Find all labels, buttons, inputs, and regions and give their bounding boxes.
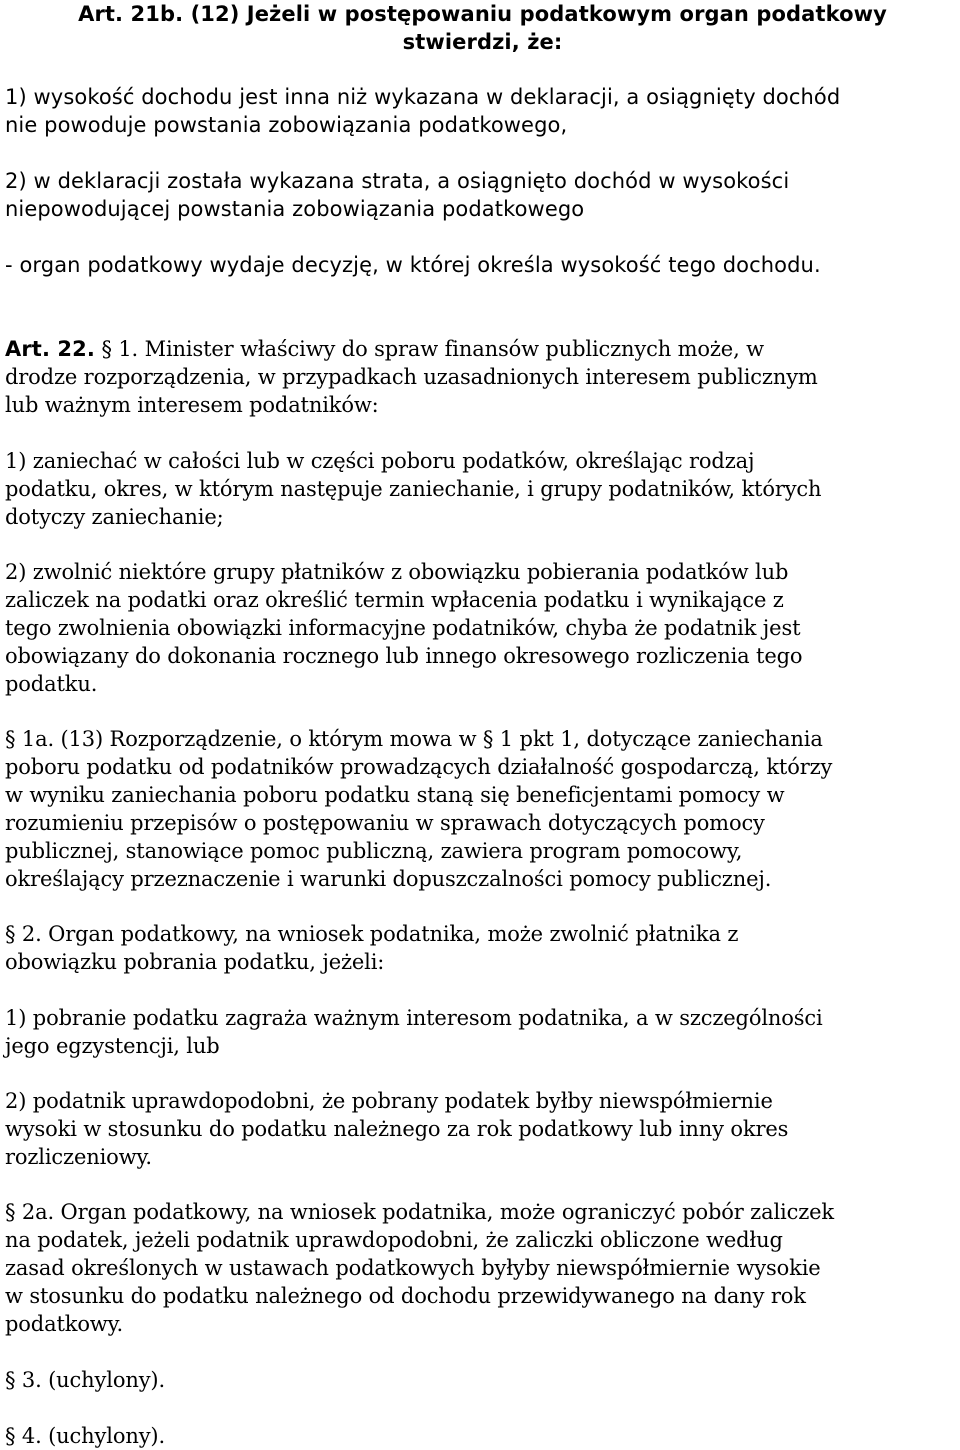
text-line: podatku, okres, w którym następuje zaniechanie, i grupy podatników, których bbox=[5, 477, 822, 501]
art-22-p1-item-1 bbox=[5, 447, 960, 531]
art-21b-item-2 bbox=[5, 167, 960, 223]
heading-line: stwierdzi, że: bbox=[402, 30, 563, 54]
text-line: rozumieniu przepisów o postępowaniu w sprawach dotyczących pomocy bbox=[5, 811, 765, 835]
text-line: § 2. Organ podatkowy, na wniosek podatnika, może zwolnić płatnika z bbox=[5, 922, 739, 946]
art-22-p2-item-2 bbox=[5, 1087, 960, 1171]
text-line bbox=[5, 335, 960, 363]
text-line: poboru podatku od podatników prowadzących działalność gospodarczą, którzy bbox=[5, 755, 833, 779]
text-line: § 3. (uchylony). bbox=[5, 1368, 165, 1392]
text-line: zasad określonych w ustawach podatkowych byłyby niewspółmiernie wysokie bbox=[5, 1256, 821, 1280]
text-line: niepowodującej powstania zobowiązania podatkowego bbox=[5, 197, 585, 221]
art-21b-item-1 bbox=[5, 83, 960, 139]
heading-line: Art. 21b. (12) Jeżeli w postępowaniu podatkowym organ podatkowy bbox=[78, 2, 887, 26]
text-line: publicznej, stanowiące pomoc publiczną, zawiera program pomocowy, bbox=[5, 839, 743, 863]
text-line: w wyniku zaniechania poboru podatku staną się beneficjentami pomocy w bbox=[5, 783, 785, 807]
text-line: § 4. (uchylony). bbox=[5, 1424, 165, 1448]
text-line: 1) pobranie podatku zagraża ważnym interesom podatnika, a w szczególności bbox=[5, 1006, 823, 1030]
art-22-paragraph-4 bbox=[5, 1422, 960, 1450]
text-line: wysoki w stosunku do podatku należnego za rok podatkowy lub inny okres bbox=[5, 1117, 789, 1141]
text-line: obowiązany do dokonania rocznego lub innego okresowego rozliczenia tego bbox=[5, 644, 803, 668]
text-line: tego zwolnienia obowiązki informacyjne podatników, chyba że podatnik jest bbox=[5, 616, 801, 640]
text-line: dotyczy zaniechanie; bbox=[5, 505, 224, 529]
text-line: 2) zwolnić niektóre grupy płatników z obowiązku pobierania podatków lub bbox=[5, 560, 789, 584]
text-line: jego egzystencji, lub bbox=[5, 1034, 220, 1058]
art-21b-conclusion bbox=[5, 251, 960, 279]
art-22-paragraph-2a bbox=[5, 1198, 960, 1338]
art-21b-heading bbox=[5, 0, 960, 56]
text-line: zaliczek na podatki oraz określić termin wpłacenia podatku i wynikające z bbox=[5, 588, 784, 612]
text-line: podatku. bbox=[5, 672, 98, 696]
text-line: 1) zaniechać w całości lub w części poboru podatków, określając rodzaj bbox=[5, 449, 755, 473]
text-line: § 2a. Organ podatkowy, na wniosek podatnika, może ograniczyć pobór zaliczek bbox=[5, 1200, 834, 1224]
text-line: na podatek, jeżeli podatnik uprawdopodobni, że zaliczki obliczone według bbox=[5, 1228, 783, 1252]
text-line: - organ podatkowy wydaje decyzję, w której określa wysokość tego dochodu. bbox=[5, 253, 821, 277]
paragraph-intro: § 1. Minister właściwy do spraw finansów publicznych może, w bbox=[101, 337, 764, 361]
text-line: nie powoduje powstania zobowiązania podatkowego, bbox=[5, 113, 568, 137]
art-22-paragraph-1a bbox=[5, 725, 960, 893]
text-line: 2) podatnik uprawdopodobni, że pobrany podatek byłby niewspółmiernie bbox=[5, 1089, 773, 1113]
text-line: drodze rozporządzenia, w przypadkach uzasadnionych interesem publicznym bbox=[5, 365, 818, 389]
text-line: lub ważnym interesem podatników: bbox=[5, 393, 379, 417]
text-line: określający przeznaczenie i warunki dopuszczalności pomocy publicznej. bbox=[5, 867, 772, 891]
text-line: rozliczeniowy. bbox=[5, 1145, 152, 1169]
text-line: § 1a. (13) Rozporządzenie, o którym mowa w § 1 pkt 1, dotyczące zaniechania bbox=[5, 727, 823, 751]
art-22-paragraph-2 bbox=[5, 920, 960, 976]
art-22-paragraph-1 bbox=[5, 335, 960, 419]
art-22-p2-item-1 bbox=[5, 1004, 960, 1060]
text-line: w stosunku do podatku należnego od dochodu przewidywanego na dany rok bbox=[5, 1284, 806, 1308]
art-22-paragraph-3 bbox=[5, 1366, 960, 1394]
text-line: obowiązku pobrania podatku, jeżeli: bbox=[5, 950, 385, 974]
art-22-p1-item-2 bbox=[5, 558, 960, 698]
text-line: 2) w deklaracji została wykazana strata, a osiągnięto dochód w wysokości bbox=[5, 169, 790, 193]
text-line: podatkowy. bbox=[5, 1312, 124, 1336]
text-line: 1) wysokość dochodu jest inna niż wykazana w deklaracji, a osiągnięty dochód bbox=[5, 85, 841, 109]
article-number: Art. 22. bbox=[5, 337, 95, 361]
